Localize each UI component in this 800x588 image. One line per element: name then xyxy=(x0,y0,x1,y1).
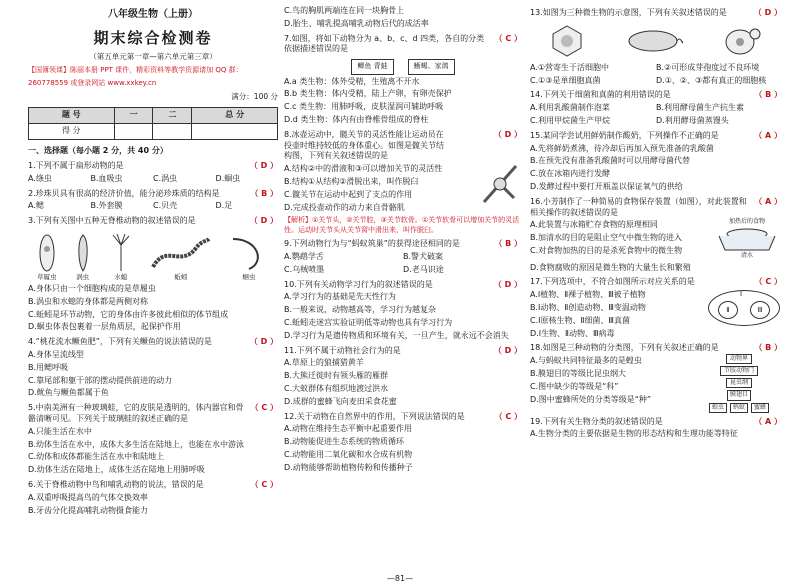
question-7 xyxy=(284,34,522,56)
option: C.对食物加热的目的是杀死食物中的微生物 xyxy=(530,245,683,255)
virus-icon xyxy=(550,24,584,58)
option: C.乌贼喷墨 xyxy=(284,264,325,274)
column-2 xyxy=(284,4,522,474)
figure-caption: 涡虫 xyxy=(76,273,90,282)
option: C.涡虫 xyxy=(153,173,178,183)
option: C.蚯蚓是环节动物，它的身体由许多彼此相似的体节组成 xyxy=(28,309,229,319)
option: A.动物在维持生态平衡中起重要作用 xyxy=(284,424,412,434)
option: A.鹦鹉学舌 xyxy=(284,252,324,262)
question-6 xyxy=(28,480,278,491)
option: C.大蚁群体有组织地渡过洪水 xyxy=(284,384,389,394)
yeast-icon xyxy=(722,24,762,58)
tree-node: 蝗虫 xyxy=(709,403,727,413)
option: D.动物能够帮助植物传粉和传播种子 xyxy=(284,462,413,472)
option: B.血吸虫 xyxy=(90,173,123,183)
exam-title: 期末综合检测卷 xyxy=(93,28,213,47)
classification-box: 鲫鱼 青蛙 xyxy=(351,59,393,74)
q17-body xyxy=(530,288,782,339)
score-table xyxy=(28,107,278,140)
question-14 xyxy=(530,90,782,101)
question-text: 1.下列不属于扁形动物的是 xyxy=(28,160,124,170)
option: B.外套膜 xyxy=(90,201,123,211)
option: A.此装置与冰箱贮存食物的原理相同 xyxy=(530,220,658,230)
option: A.结构②中的滑液和③可以增加关节的灵活性 xyxy=(284,164,443,174)
option: C.图中缺少的等级是“科” xyxy=(530,381,619,391)
option: A.与蚂蚁共同特征最多的是蝗虫 xyxy=(530,356,642,366)
tree-node: 蜜蜂 xyxy=(751,403,769,413)
question-text: 15.某同学尝试用鲜奶制作酸奶，下列操作不正确的是 xyxy=(530,130,719,140)
answer: （ D ） xyxy=(249,216,278,226)
grade-title: 八年级生物（上册） xyxy=(108,9,198,20)
options-row xyxy=(530,76,782,87)
roundworm-figure xyxy=(229,233,269,282)
option: B.在预先没有准备乳酸菌时可以用酵母菌代替 xyxy=(530,156,691,166)
option: B.膜翅目的等级比昆虫纲大 xyxy=(530,368,627,378)
bacterium-icon xyxy=(623,24,683,58)
earthworm-figure xyxy=(151,233,211,282)
answer: （ C ） xyxy=(494,33,522,43)
solution-note: 【解析】①关节头，②关节腔，③关节软骨。①关节软骨可以增加关节的灵活性。运动时关节头从关节窝中滑出来，叫作脱臼。 xyxy=(284,216,520,234)
option: D.图中蜜蜂所处的分类等级是“种” xyxy=(530,394,651,404)
option: C.髋关节在运动中起到了支点的作用 xyxy=(284,189,413,199)
score-table-cell: 总 分 xyxy=(192,108,278,124)
option: A.Ⅰ植物、Ⅱ裸子植物、Ⅲ被子植物 xyxy=(530,290,646,300)
question-9 xyxy=(284,239,522,250)
answer: （ A ） xyxy=(754,130,782,140)
q8-options xyxy=(284,162,478,213)
microbe-figures xyxy=(530,21,782,61)
option: B.大熊迁徙时有领头雁的雁群 xyxy=(284,371,389,381)
option: D.学习行为是遗传物质和环境有关，一旦产生，就永远不会消失 xyxy=(284,330,509,340)
tree-level xyxy=(727,390,751,400)
hydra-icon xyxy=(109,233,133,273)
options-row xyxy=(284,265,522,276)
score-table-cell[interactable] xyxy=(192,124,278,140)
animal-figures xyxy=(28,230,278,282)
option: A.身体只由一个细胞构成的是草履虫 xyxy=(28,283,156,293)
question-text: 10.下列有关动物学习行为的叙述错误的是 xyxy=(284,279,433,289)
option: C.靠尾部和躯干部的摆动提供前进的动力 xyxy=(28,375,173,385)
page-number: —81— xyxy=(386,574,414,583)
option: B.警犬破案 xyxy=(403,252,444,262)
option: D.①、②、③都有真正的细胞核 xyxy=(656,75,767,85)
venn-mark: Ⅱ xyxy=(718,301,738,319)
q16-options xyxy=(530,218,712,260)
answer: （ A ） xyxy=(754,416,782,426)
tree-node: 膜翅目 xyxy=(727,390,751,400)
option: D.蛔虫 xyxy=(215,173,241,183)
options-row xyxy=(284,252,522,263)
option: C.Ⅰ原核生物、Ⅱ细菌、Ⅲ真菌 xyxy=(530,315,630,325)
column-1 xyxy=(28,4,278,516)
option: B.动物能促进生态系统的物质循环 xyxy=(284,437,405,447)
planaria-icon xyxy=(75,233,91,273)
question-text: 9.下列动物行为与“蚂蚁筑巢”的获得途径相同的是 xyxy=(284,239,460,249)
tree-level xyxy=(709,403,769,413)
question-2 xyxy=(28,189,278,200)
option: A.a 类生物：体外受精，生殖离不开水 xyxy=(284,76,420,86)
question-text: 3.下列有关图中五种无脊椎动物的叙述错误的是 xyxy=(28,216,196,226)
venn-mark: Ⅲ xyxy=(750,301,770,319)
option: C.放在冰箱内进行发酵 xyxy=(530,169,611,179)
option: D.发酵过程中要打开瓶盖以保证氧气的供给 xyxy=(530,181,683,191)
option: A.生物分类的主要依据是生物的形态结构和生理功能等特征 xyxy=(530,429,738,439)
option: B.用鳃呼吸 xyxy=(28,362,69,372)
option: C.c 类生物：用肺呼吸，皮肤湿润可辅助呼吸 xyxy=(284,102,444,112)
option: B.利用酵母菌生产抗生素 xyxy=(656,103,745,113)
score-table-cell: 得 分 xyxy=(29,124,115,140)
options-row xyxy=(28,174,278,185)
question-8 xyxy=(284,130,522,162)
question-text: 11.下列不属于动物社会行为的是 xyxy=(284,345,401,355)
paramecium-figure xyxy=(37,233,57,282)
option: A.草原上的狼捕猎黄羊 xyxy=(284,358,364,368)
question-12 xyxy=(284,412,522,423)
question-11 xyxy=(284,346,522,357)
question-text: 7.如图，将如下动物分为 a、b、c、d 四类，各自的分类依据描述错误的是 xyxy=(284,33,485,54)
option: D.幼体生活在陆地上，成体生活在陆地上用肺呼吸 xyxy=(28,465,205,475)
option: D.老马识途 xyxy=(403,264,444,274)
roundworm-icon xyxy=(229,233,269,273)
option: B.加清水的目的是阻止空气中微生物的进入 xyxy=(530,233,683,243)
question-text: 14.下列关于细菌和真菌的利用错误的是 xyxy=(530,90,671,100)
options-row xyxy=(530,103,782,114)
options-row xyxy=(530,116,782,127)
option: A.只能生活在水中 xyxy=(28,426,92,436)
question-text: 19.下列有关生物分类的叙述错误的是 xyxy=(530,416,663,426)
answer: （ B ） xyxy=(250,188,278,198)
question-text: 12.关于动物在自然界中的作用，下列说法错误的是 xyxy=(284,411,465,421)
option: D.完成投壶动作的动力来自骨骼肌 xyxy=(284,202,405,212)
option: B.Ⅰ动物、Ⅱ创造动物、Ⅲ变温动物 xyxy=(530,302,646,312)
figure-caption: 水螅 xyxy=(114,273,128,282)
option: C.①③是单细胞真菌 xyxy=(530,75,601,85)
answer: （ B ） xyxy=(754,90,782,100)
q16-body xyxy=(530,218,782,260)
q17-options xyxy=(530,288,706,339)
q18-options xyxy=(530,354,696,412)
question-16 xyxy=(530,197,782,219)
score-table-cell: 题 号 xyxy=(29,108,115,124)
question-text: 13.如图为三种微生物的示意图，下列有关叙述错误的是 xyxy=(530,8,727,17)
option: D.鱿鱼与鳜鱼都属于鱼 xyxy=(28,388,109,398)
classification-box: 蜥蜴、家鸽 xyxy=(408,59,455,74)
figure-caption: 蚯蚓 xyxy=(174,273,188,282)
tree-node: 动物界 xyxy=(726,354,752,364)
score-table-cell: 一 xyxy=(114,108,153,124)
answer: （ D ） xyxy=(493,129,522,139)
answer: （ D ） xyxy=(753,8,782,17)
question-19 xyxy=(530,417,782,428)
score-table-cell[interactable] xyxy=(114,124,153,140)
answer: （ A ） xyxy=(754,196,782,206)
question-text: 18.如图是三种动物的分类图，下列有关叙述正确的是 xyxy=(530,343,719,353)
score-table-cell: 二 xyxy=(153,108,192,124)
option: A.鳃 xyxy=(28,201,44,211)
question-text: 16.小芳制作了一种简易的食物保存装置（如图），对此装置和相关操作的叙述错误的是 xyxy=(530,196,747,217)
figure-caption: 草履虫 xyxy=(37,273,57,282)
option: A.①营寄生于活细胞中 xyxy=(530,62,610,72)
answer: （ D ） xyxy=(493,279,522,289)
options-row xyxy=(28,201,278,212)
q18-body xyxy=(530,354,782,412)
question-text: 5.中南美洲有一种玻璃蛙，它的皮肤是透明的，体内器官和骨骼清晰可见。下列关于玻璃蛙的叙述正确的是 xyxy=(28,403,244,423)
answer: （ C ） xyxy=(250,479,278,489)
storage-figure xyxy=(712,218,782,260)
option: B.②可形成芽孢度过不良环境 xyxy=(656,62,760,72)
answer: （ B ） xyxy=(494,239,522,249)
question-1 xyxy=(28,161,278,172)
section-heading: 一、选择题（每小题 2 分，共 40 分） xyxy=(28,146,168,156)
venn-mark: Ⅰ xyxy=(740,290,743,299)
option: D.胎生、哺乳提高哺乳动物后代的成活率 xyxy=(284,18,429,28)
option: B.b 类生物：体内受精，陆上产卵，有卵壳保护 xyxy=(284,89,452,99)
answer: （ B ） xyxy=(754,343,782,353)
question-5 xyxy=(28,403,278,425)
option: D.蛔虫体表包裹着一层角质层，起保护作用 xyxy=(28,322,181,332)
option: D.足 xyxy=(215,201,233,211)
question-4 xyxy=(28,337,278,348)
option: B.一般来说，动物越高等，学习行为越复杂 xyxy=(284,305,437,315)
option: A.学习行为的基础是先天性行为 xyxy=(284,292,396,302)
tree-node: 蚂蚁 xyxy=(730,403,748,413)
option: B.牙齿分化提高哺乳动物摄食能力 xyxy=(28,505,149,515)
option: D.食物腐败的原因是微生物的大量生长和繁殖 xyxy=(530,262,691,272)
exam-scope: （第五单元第一章—第六单元第三章） xyxy=(89,51,217,61)
tree-node: 节肢动物门 xyxy=(720,366,758,376)
option: D.成群的蜜蜂飞向麦田采食花蜜 xyxy=(284,396,397,406)
option: C.蚯蚓走迷宫实验证明低等动物也具有学习行为 xyxy=(284,318,453,328)
answer: （ D ） xyxy=(249,160,278,170)
option: D.Ⅰ生物、Ⅱ动物、Ⅲ病毒 xyxy=(530,328,615,338)
promo-line-2: 260778559 或登录网站 www.xxkey.cn xyxy=(28,78,157,87)
question-15 xyxy=(530,131,782,142)
option: C.幼体和成体都能生活在水中和陆地上 xyxy=(28,452,165,462)
option: A.先将鲜奶煮沸，待冷却后再加入预先准备的乳酸菌 xyxy=(530,143,714,153)
option: C.动物能用二氧化碳和水合成有机物 xyxy=(284,450,413,460)
option: B.涡虫和水螅的身体都是两侧对称 xyxy=(28,296,149,306)
figure-label: 清水 xyxy=(740,252,753,260)
paramecium-icon xyxy=(38,233,56,273)
answer: （ D ） xyxy=(493,345,522,355)
answer: （ D ） xyxy=(249,337,278,347)
taxonomy-tree xyxy=(696,354,782,412)
planaria-figure xyxy=(75,233,91,282)
answer: （ C ） xyxy=(250,403,278,413)
classification-figure xyxy=(284,59,522,74)
option: D.利用酵母菌蒸馒头 xyxy=(656,115,729,125)
tree-node: 昆虫纲 xyxy=(726,378,752,388)
option: C.贝壳 xyxy=(153,201,178,211)
question-17 xyxy=(530,277,782,288)
answer: （ C ） xyxy=(754,277,782,287)
option: D.d 类生物：体内有由脊椎骨组成的脊柱 xyxy=(284,115,429,125)
answer: （ C ） xyxy=(494,411,522,421)
promo-line-1: 【国簿领课】陈丽本册 PPT 课件，精彩资料等教学资源请加 QQ 群： xyxy=(28,65,243,74)
figure-caption: 蛔虫 xyxy=(242,273,256,282)
hydra-figure xyxy=(109,233,133,282)
question-text: 17.下列选项中，不符合如图所示对应关系的是 xyxy=(530,277,695,287)
question-13 xyxy=(530,8,782,19)
options-row xyxy=(530,63,782,74)
option: B.结构①从结构②滑脱出来，叫作脱臼 xyxy=(284,177,419,186)
option: A.绦虫 xyxy=(28,173,52,183)
question-10 xyxy=(284,280,522,291)
figure-label: 加热后的食物 xyxy=(728,218,765,226)
option: A.双重呼吸提高鸟的气体交换效率 xyxy=(28,492,148,502)
score-table-cell[interactable] xyxy=(153,124,192,140)
option: A.身体呈流线型 xyxy=(28,349,84,359)
question-3 xyxy=(28,216,278,227)
question-text: 2.珍珠贝具有很高的经济价值，能分泌珍珠质的结构是 xyxy=(28,188,220,198)
hip-joint-icon xyxy=(478,162,522,206)
option: A.利用乳酸菌制作泡菜 xyxy=(530,103,610,113)
storage-bowl-icon xyxy=(715,226,779,252)
option: C.利用甲烷菌生产甲烷 xyxy=(530,115,611,125)
question-text: 8.冰壶运动中，髋关节的灵活性能让运动员在投壶时维持较低的身体重心。如图是髋关节结构图，下列有关叙述错误的是 xyxy=(284,129,444,161)
q8-body xyxy=(284,162,522,213)
question-text: 4.“桃花流水鳜鱼肥”，下列有关鳜鱼的说法错误的是 xyxy=(28,337,212,347)
column-3 xyxy=(530,4,782,440)
full-score: 满分：100 分 xyxy=(231,92,278,102)
earthworm-icon xyxy=(151,233,211,273)
option: C.鸟的胸肌两端连在同一块胸骨上 xyxy=(284,6,405,15)
question-18 xyxy=(530,343,782,354)
venn-figure xyxy=(706,288,782,328)
option: B.幼体生活在水中，成体大多生活在陆地上，也能在水中游泳 xyxy=(28,439,245,449)
question-text: 6.关于脊椎动物中鸟和哺乳动物的说法，错误的是 xyxy=(28,479,204,489)
